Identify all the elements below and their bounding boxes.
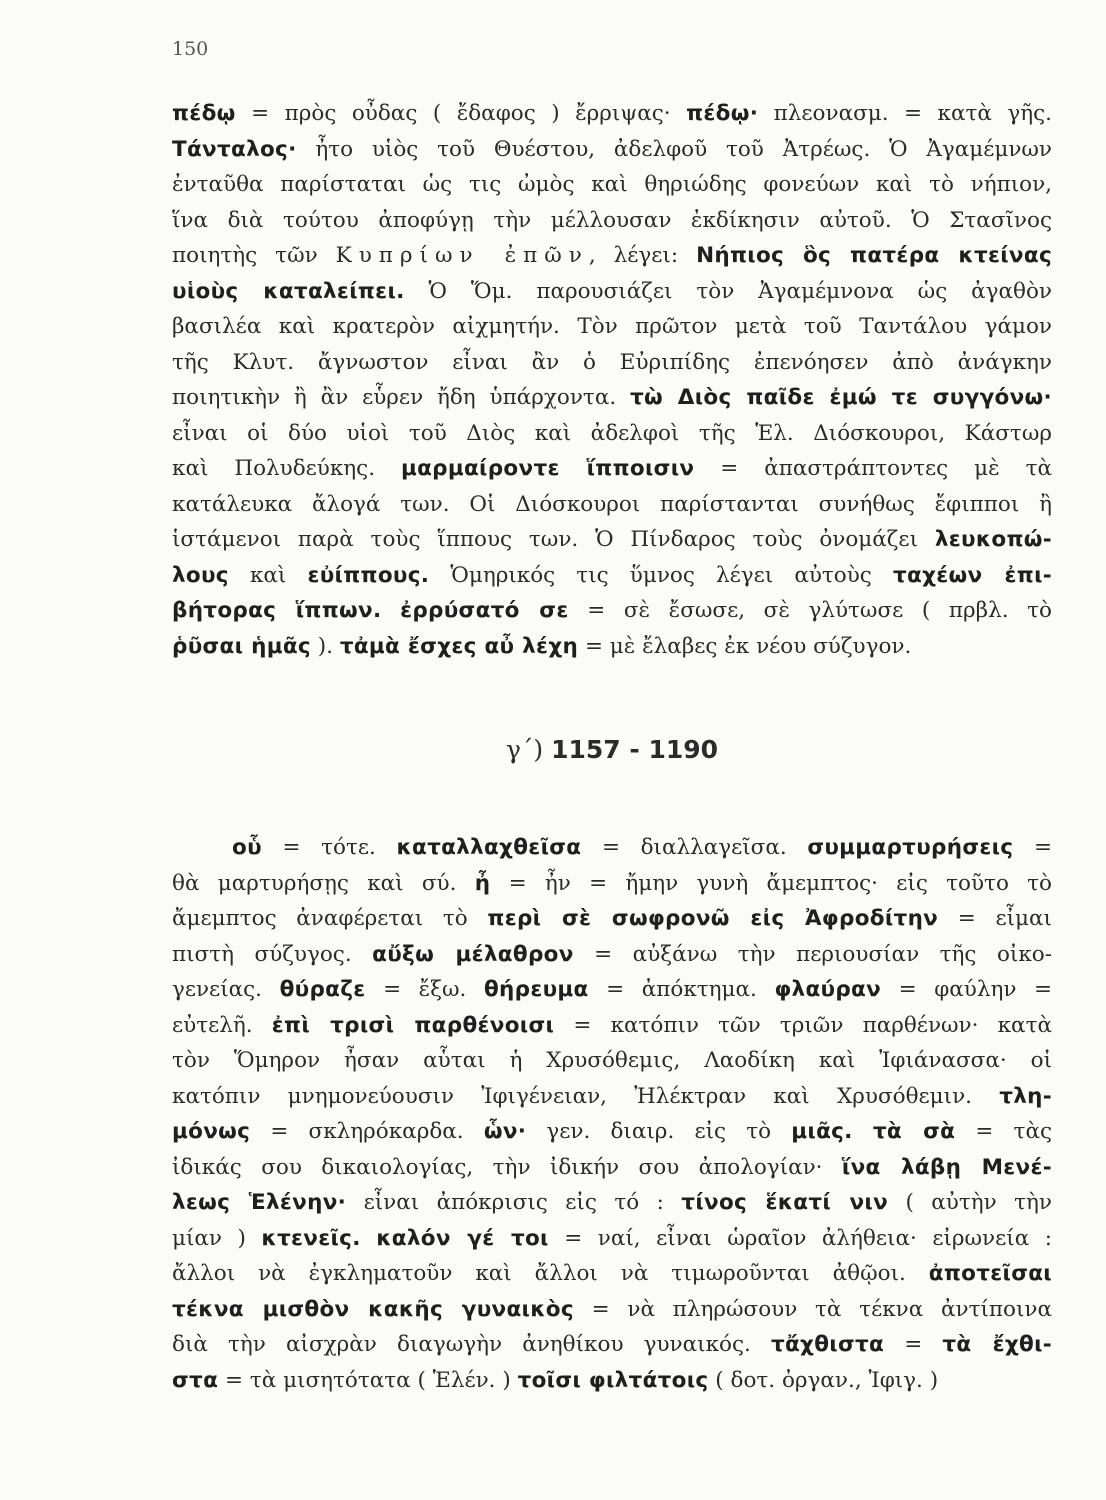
text-line — [172, 96, 1052, 132]
lemma-text: βήτορας ἵππων. — [172, 598, 382, 623]
text-line — [172, 1079, 1052, 1115]
text-line — [172, 972, 1052, 1008]
text-line — [172, 416, 1052, 452]
gloss-text: καὶ Πολυδεύκης. — [172, 456, 401, 481]
lemma-text: εὐίππους. — [307, 562, 430, 588]
gloss-text: μίαν ) — [172, 1225, 262, 1251]
gloss-text: ἵνα διὰ τούτου ἀποφύγῃ τὴν μέλλουσαν ἐκδίκησιν αὐτοῦ. Ὁ Στασῖνος — [172, 207, 1052, 233]
lemma-text: θύραζε — [279, 977, 366, 1002]
lemma-text: τὼ Διὸς παῖδε ἐμώ τε συγγόνω· — [630, 385, 1052, 410]
gloss-text: τὸν Ὅμηρον ἦσαν αὗται ἡ Χρυσόθεμις, Λαοδίκη καὶ Ἰφιάνασσα· οἱ — [172, 1048, 1052, 1073]
section-heading — [172, 735, 1052, 764]
text-line — [172, 487, 1052, 523]
gloss-text — [853, 1119, 873, 1144]
gloss-text: = σκληρόκαρδα. — [250, 1119, 484, 1144]
lemma-text: υἱοὺς καταλείπει. — [172, 278, 405, 304]
text-section-1 — [172, 96, 1052, 664]
gloss-text: = εἶμαι — [938, 906, 1052, 931]
gloss-text: = τὰς — [955, 1119, 1053, 1144]
gloss-text: = ἀπόκτημα. — [588, 977, 775, 1002]
gloss-text: = μὲ ἔλαβες ἐκ νέου σύζυγον. — [578, 633, 912, 659]
heading-label: γ΄) — [505, 735, 552, 764]
lemma-text: ῥῦσαι ἡμᾶς — [172, 633, 311, 659]
gloss-text: Κυπρίων ἐπῶν — [335, 243, 589, 268]
gloss-text: γενείας. — [172, 977, 280, 1002]
lemma-text: ὧν· — [483, 1119, 527, 1144]
gloss-text: ). — [310, 633, 340, 659]
lemma-text: πέδῳ — [172, 101, 236, 126]
text-line — [172, 167, 1052, 203]
gloss-text: = φαύλην = — [881, 977, 1052, 1002]
lemma-text: ταχέων ἐπι- — [892, 562, 1052, 588]
lemma-text: ἐπὶ τρισὶ παρθένοισι — [271, 1012, 555, 1038]
gloss-text: κατόπιν μνημονεύουσιν Ἰφιγένειαν, Ἠλέκτραν καὶ Χρυσόθεμιν. — [172, 1083, 1000, 1109]
lemma-text: Νήπιος ὃς πατέρα κτείνας — [696, 243, 1052, 268]
lemma-text: στα — [172, 1367, 219, 1393]
lemma-text: κτενεῖς. — [261, 1225, 361, 1251]
text-line — [172, 1150, 1052, 1186]
lemma-text: τἄχθιστα — [770, 1332, 885, 1357]
gloss-text: = νὰ πληρώσουν τὰ τέκνα ἀντίποινα — [573, 1296, 1052, 1322]
lemma-text: πέδῳ· — [686, 101, 759, 126]
lemma-text: μόνως — [172, 1119, 251, 1144]
text-line — [172, 1114, 1052, 1150]
gloss-text: = ἀπαστράπτοντες μὲ τὰ — [694, 456, 1052, 481]
lemma-text: φλαύραν — [774, 977, 882, 1002]
gloss-text: Ὁ Ὅμ. παρουσιάζει τὸν Ἀγαμέμνονα ὡς ἀγαθὸν — [404, 278, 1052, 304]
gloss-text: = διαλλαγεῖσα. — [581, 835, 808, 860]
lemma-text: καταλλαχθεῖσα — [396, 835, 582, 860]
lemma-text: Τάνταλος· — [172, 136, 297, 162]
lemma-text: περὶ σὲ σωφρονῶ εἰς Ἀφροδίτην — [487, 906, 939, 931]
text-line — [172, 558, 1052, 594]
text-line — [172, 1185, 1052, 1221]
gloss-text: = τὰ μισητότατα ( Ἑλέν. ) — [218, 1367, 518, 1393]
gloss-text: = — [1013, 835, 1052, 860]
gloss-text: θὰ μαρτυρήσῃς καὶ σύ. — [172, 870, 475, 896]
gloss-text — [361, 1226, 377, 1251]
text-line — [172, 866, 1052, 902]
gloss-text: = ναί, εἶναι ὡραῖον ἀλήθεια· εἰρωνεία : — [548, 1225, 1052, 1251]
text-line — [172, 451, 1052, 487]
lemma-text: τίνος ἕκατί νιν — [681, 1190, 889, 1215]
text-line — [172, 274, 1052, 310]
lemma-text: ἵνα λάβῃ Μενέ- — [841, 1154, 1052, 1180]
text-line — [172, 629, 1052, 665]
gloss-text: βασιλέα καὶ κρατερὸν αἰχμητήν. Τὸν πρῶτον μετὰ τοῦ Ταντάλου γάμον — [172, 314, 1052, 339]
text-line — [172, 830, 1052, 866]
gloss-text — [381, 598, 400, 623]
gloss-text: διὰ τὴν αἰσχρὰν διαγωγὴν ἀνηθίκου γυναικός. — [172, 1332, 771, 1357]
text-section-2 — [172, 830, 1052, 1398]
gloss-text: ἱστάμενοι παρὰ τοὺς ἵππους των. Ὁ Πίνδαρος τοὺς ὀνομάζει — [172, 527, 935, 552]
lemma-text: συμμαρτυρήσεις — [807, 835, 1014, 860]
gloss-text: = σὲ ἔσωσε, σὲ γλύτωσε ( πρβλ. τὸ — [568, 598, 1052, 623]
text-line — [172, 1256, 1052, 1292]
gloss-text: ἄμεμπτος ἀναφέρεται τὸ — [172, 906, 488, 931]
gloss-text: Ὁμηρικός τις ὕμνος λέγει αὐτοὺς — [429, 562, 893, 588]
text-line — [172, 1221, 1052, 1257]
text-line — [172, 937, 1052, 973]
gloss-text: ποιητικὴν ἢ ἂν εὗρεν ἤδη ὑπάρχοντα. — [172, 385, 631, 410]
gloss-text: ( δοτ. ὀργαν., Ἰφιγ. ) — [708, 1367, 939, 1393]
gloss-text: = ἦν = ἤμην γυνὴ ἄμεμπτος· εἰς τοῦτο τὸ — [490, 870, 1052, 896]
text-line — [172, 1327, 1052, 1363]
text-line — [172, 380, 1052, 416]
lemma-text: τοῖσι φιλτάτοις — [517, 1367, 709, 1393]
gloss-text: εἶναι ἀπόκρισις εἰς τό : — [346, 1190, 682, 1215]
lemma-text: οὗ — [232, 835, 262, 860]
lemma-text: λεως Ἑλένην· — [172, 1190, 347, 1215]
lemma-text: θήρευμα — [483, 977, 589, 1002]
text-line — [172, 1292, 1052, 1328]
text-line — [172, 132, 1052, 168]
gloss-text: πιστὴ σύζυγος. — [172, 941, 373, 967]
lemma-text: ἐρρύσατό σε — [400, 598, 569, 623]
gloss-text: καὶ — [228, 562, 308, 588]
lemma-text: μαρμαίροντε ἵπποισιν — [400, 456, 695, 481]
lemma-text: λους — [172, 562, 229, 588]
lemma-text: τἀμὰ ἔσχες αὖ λέχη — [339, 633, 579, 659]
gloss-text: ἄλλοι νὰ ἐγκληματοῦν καὶ ἄλλοι νὰ τιμωροῦνται ἀθῷοι. — [172, 1261, 929, 1286]
lemma-text: αὔξω μέλαθρον — [372, 941, 574, 967]
lemma-text: μιᾶς. — [791, 1119, 853, 1144]
lemma-text: ἀποτεῖσαι — [928, 1261, 1052, 1286]
text-line — [172, 593, 1052, 629]
gloss-text: ἐνταῦθα παρίσταται ὡς τις ὠμὸς καὶ θηριώδης φονεύων καὶ τὸ νήπιον, — [172, 172, 1052, 197]
gloss-text: ἰδικάς σου δικαιολογίας, τὴν ἰδικήν σου ἀπολογίαν· — [172, 1154, 842, 1180]
gloss-text: τῆς Κλυτ. ἄγνωστον εἶναι ἂν ὁ Εὐριπίδης ἐπενόησεν ἀπὸ ἀνάγκην — [172, 349, 1052, 375]
gloss-text: = κατόπιν τῶν τριῶν παρθένων· κατὰ — [554, 1012, 1052, 1038]
lemma-text: καλόν γέ τοι — [376, 1225, 549, 1251]
gloss-text: ἦτο υἱὸς τοῦ Θυέστου, ἀδελφοῦ τοῦ Ἀτρέως. Ὁ Ἀγαμέμνων — [296, 136, 1052, 162]
text-line — [172, 345, 1052, 381]
gloss-text: = αὐξάνω τὴν περιουσίαν τῆς οἰκο- — [573, 941, 1052, 967]
text-line — [172, 1008, 1052, 1044]
text-line — [172, 522, 1052, 558]
gloss-text: εἶναι οἱ δύο υἱοὶ τοῦ Διὸς καὶ ἀδελφοὶ τῆς Ἑλ. Διόσκουροι, Κάστωρ — [172, 420, 1052, 446]
text-line — [172, 1363, 1052, 1399]
gloss-text: γεν. διαιρ. εἰς τὸ — [526, 1119, 792, 1144]
gloss-text: = ἔξω. — [365, 977, 484, 1002]
text-line — [172, 901, 1052, 937]
lemma-text: τέκνα μισθὸν κακῆς γυναικὸς — [172, 1296, 574, 1322]
gloss-text: ( αὐτὴν τὴν — [888, 1190, 1052, 1215]
gloss-text: = — [884, 1332, 943, 1357]
lemma-text: τὰ σὰ — [872, 1119, 956, 1144]
text-line — [172, 238, 1052, 274]
lemma-text: λευκοπώ- — [934, 527, 1052, 552]
gloss-text: , λέγει: — [588, 243, 697, 268]
gloss-text: = πρὸς οὖδας ( ἔδαφος ) ἔρριψας· — [235, 101, 687, 126]
lemma-text: ἦ — [474, 870, 491, 896]
heading-range: 1157 - 1190 — [551, 735, 719, 764]
gloss-text: εὐτελῆ. — [172, 1012, 272, 1038]
gloss-text: = τότε. — [261, 835, 397, 860]
text-line — [172, 1043, 1052, 1079]
lemma-text: τὰ ἔχθι- — [942, 1332, 1052, 1357]
text-line — [172, 203, 1052, 239]
text-line — [172, 309, 1052, 345]
gloss-text: ποιητὴς τῶν — [172, 243, 336, 268]
lemma-text: τλη- — [999, 1083, 1052, 1109]
gloss-text: πλεονασμ. = κατὰ γῆς. — [758, 101, 1052, 126]
gloss-text: κατάλευκα ἄλογά των. Οἱ Διόσκουροι παρίστανται συνήθως ἔφιπποι ἢ — [172, 491, 1052, 517]
page-number: 150 — [172, 38, 209, 60]
